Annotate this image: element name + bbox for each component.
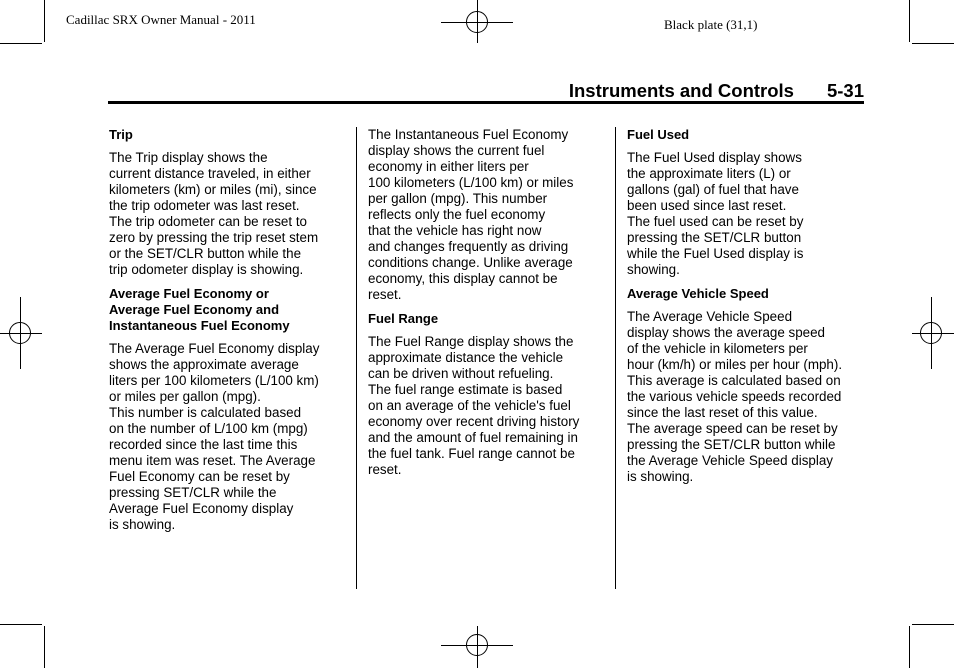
- crop-mark: [909, 0, 910, 42]
- crop-mark: [44, 0, 45, 42]
- text-line: menu item was reset. The Average: [109, 453, 316, 468]
- text-column-3: [627, 127, 863, 493]
- text-line: Average Vehicle Speed: [627, 286, 769, 301]
- text-column-2: [368, 127, 604, 486]
- text-line: pressing the SET/CLR button: [627, 230, 802, 245]
- text-line: and the amount of fuel remaining in: [368, 430, 578, 445]
- text-line: display shows the current fuel: [368, 143, 545, 158]
- section-header: [108, 80, 864, 102]
- body-paragraph: [368, 127, 604, 303]
- section-heading: [627, 127, 863, 143]
- text-line: Trip: [109, 127, 133, 142]
- body-paragraph: [368, 334, 604, 478]
- text-line: approximate distance the vehicle: [368, 350, 564, 365]
- text-line: gallons (gal) of fuel that have: [627, 182, 799, 197]
- text-line: shows the approximate average: [109, 357, 299, 372]
- text-line: the fuel tank. Fuel range cannot be: [368, 446, 575, 461]
- text-line: or miles per gallon (mpg).: [109, 389, 261, 404]
- text-line: conditions change. Unlike average: [368, 255, 573, 270]
- text-line: Average Fuel Economy or: [109, 286, 269, 301]
- text-line: The Instantaneous Fuel Economy: [368, 127, 569, 142]
- text-line: This average is calculated based on: [627, 373, 841, 388]
- text-line: recorded since the last time this: [109, 437, 298, 452]
- text-line: This number is calculated based: [109, 405, 302, 420]
- crop-mark: [909, 626, 910, 668]
- text-line: and changes frequently as driving: [368, 239, 569, 254]
- crop-mark: [0, 43, 42, 44]
- text-line: the approximate liters (L) or: [627, 166, 791, 181]
- text-line: pressing the SET/CLR button while: [627, 437, 836, 452]
- text-line: on the number of L/100 km (mpg): [109, 421, 308, 436]
- crop-mark: [912, 43, 954, 44]
- column-divider: [615, 127, 616, 589]
- text-line: on an average of the vehicle's fuel: [368, 398, 571, 413]
- text-line: Fuel Economy can be reset by: [109, 469, 290, 484]
- text-line: can be driven without refueling.: [368, 366, 554, 381]
- text-line: display shows the average speed: [627, 325, 826, 340]
- text-column-1: [109, 127, 345, 541]
- text-line: economy, this display cannot be: [368, 271, 558, 286]
- text-line: current distance traveled, in either: [109, 166, 311, 181]
- text-line: since the last reset of this value.: [627, 405, 818, 420]
- text-line: that the vehicle has right now: [368, 223, 542, 238]
- text-line: while the Fuel Used display is: [627, 246, 804, 261]
- body-paragraph: [109, 341, 345, 533]
- crop-mark: [912, 624, 954, 625]
- text-line: The Fuel Range display shows the: [368, 334, 574, 349]
- text-line: economy in either liters per: [368, 159, 529, 174]
- section-heading: [627, 286, 863, 302]
- text-line: been used since last reset.: [627, 198, 787, 213]
- text-line: The Fuel Used display shows: [627, 150, 802, 165]
- text-line: The fuel used can be reset by: [627, 214, 804, 229]
- text-line: reset.: [368, 462, 402, 477]
- text-line: The average speed can be reset by: [627, 421, 838, 436]
- text-line: per gallon (mpg). This number: [368, 191, 548, 206]
- text-line: reset.: [368, 287, 402, 302]
- text-line: liters per 100 kilometers (L/100 km): [109, 373, 319, 388]
- text-line: is showing.: [627, 469, 694, 484]
- text-line: pressing SET/CLR while the: [109, 485, 277, 500]
- text-line: Fuel Used: [627, 127, 690, 142]
- registration-circle: [466, 11, 488, 33]
- section-heading: [109, 286, 345, 334]
- text-line: The fuel range estimate is based: [368, 382, 563, 397]
- registration-circle: [9, 322, 31, 344]
- text-line: Average Fuel Economy and: [109, 302, 280, 317]
- crop-mark: [0, 624, 42, 625]
- text-line: reflects only the fuel economy: [368, 207, 546, 222]
- plate-label: Black plate (31,1): [664, 17, 758, 32]
- text-line: kilometers (km) or miles (mi), since: [109, 182, 317, 197]
- section-heading: [368, 311, 604, 327]
- text-line: Average Fuel Economy display: [109, 501, 294, 516]
- text-line: 100 kilometers (L/100 km) or miles: [368, 175, 574, 190]
- crop-mark: [44, 626, 45, 668]
- body-paragraph: [627, 150, 863, 278]
- text-line: the Average Vehicle Speed display: [627, 453, 833, 468]
- text-line: hour (km/h) or miles per hour (mph).: [627, 357, 843, 372]
- text-line: of the vehicle in kilometers per: [627, 341, 808, 356]
- text-line: The Average Fuel Economy display: [109, 341, 320, 356]
- text-line: economy over recent driving history: [368, 414, 580, 429]
- text-line: showing.: [627, 262, 680, 277]
- page-number: 5-31: [826, 80, 864, 101]
- section-title: Instruments and Controls: [568, 80, 794, 101]
- text-line: The Average Vehicle Speed: [627, 309, 793, 324]
- body-paragraph: [627, 309, 863, 485]
- text-line: the various vehicle speeds recorded: [627, 389, 842, 404]
- text-line: or the SET/CLR button while the: [109, 246, 302, 261]
- registration-circle: [920, 322, 942, 344]
- text-line: Fuel Range: [368, 311, 439, 326]
- body-paragraph: [109, 150, 345, 278]
- text-line: Instantaneous Fuel Economy: [109, 318, 290, 333]
- document-title: Cadillac SRX Owner Manual - 2011: [66, 12, 256, 27]
- header-rule: [108, 101, 864, 104]
- section-heading: [109, 127, 345, 143]
- registration-circle: [466, 634, 488, 656]
- text-line: is showing.: [109, 517, 176, 532]
- text-line: zero by pressing the trip reset stem: [109, 230, 319, 245]
- text-line: The Trip display shows the: [109, 150, 268, 165]
- text-line: the trip odometer was last reset.: [109, 198, 300, 213]
- column-divider: [356, 127, 357, 589]
- text-line: The trip odometer can be reset to: [109, 214, 307, 229]
- text-line: trip odometer display is showing.: [109, 262, 304, 277]
